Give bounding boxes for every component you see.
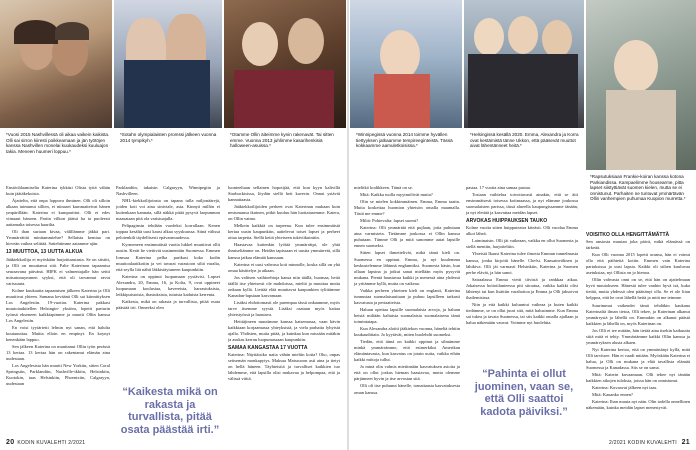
page-number: 20 <box>6 439 15 446</box>
paragraph: Jos valitsen vaihtoehtoja kansa niin täällä, huomaa, heitä täällä itse yhteisesti ole mahdoissa, mieltä ja muuttaa mutta onkaan kyllä. Liettää elää muuttavat kaupunkien tyliitämme Kanadan-lapsiaan kasvamaan. <box>228 274 340 298</box>
photo-olympics <box>114 0 222 128</box>
page-gutter <box>347 0 349 450</box>
section-heading: VOISITKO OLLA HENGITTÄMÄTTÄ <box>586 232 670 238</box>
paragraph: Olli oli itse puhunut hänelle, tomattaasta kasvatuksesta oman kanssa. <box>354 383 460 395</box>
paragraph: Jos Olli ei tee mitään, hän tietää aina itsekin kaikuutta siitä mitä ei tehty. Ymmärtämme kaikki Ollin kanssa ja ymmärryksen alusta alkaen. <box>586 327 690 345</box>
paragraph: Ja minä olin valmis miettimään kasvatuksen asioita ja että on ollut joskus hieman haastavaa, mutta olemme pärjänneet hyvin ja itse arvostan sitä. <box>354 364 460 382</box>
paragraph: Kolme vuotta sitten huipputeatra kiteästi. Olli vuodaa Emma alkoi läheä. <box>466 225 578 237</box>
paragraph: Sairaalassa Emma vietti tiivistä ja rankkaa aikaa. Jokaisessa hoitotilanteessa piti sitoutua, vaikka kaikki olisi lähtenyt tai kun lisättiin varahoitoa ja Emma ja Olli jaksoivat ihailemisissa. <box>466 276 578 300</box>
paragraph: Yhteisiä Ikausi Katerina tulee ilmotta Emman tunnelmasta kanssa, jonka kirjoitti hänelle. Chefsi. Kansainvälinen ja lähikiva. Olli jäi varmasti Helsinkiin, Katerina ja Suomen perhe elävät, ja hän sanoi. <box>466 251 578 275</box>
photo-halloween <box>224 0 346 128</box>
caption-nashville: *Vuosi 2015 Nashvillessä oli aikaa vaikein kaikista. Olli sai sirron kiiresti poikkeamaan ja jän työtöjen kanssa Nashvillen monelai kuukaudeksi kuuluajon takia. Meneen huumeri loppuu.* <box>2 129 114 157</box>
column-2 <box>116 185 220 383</box>
paragraph: Äjattelin, että onpa loppuva ihminen. Olli oli silloin alkaan tutmunut sillien, ei niinaset kummatteivat hänen ympärillään. Katerina ei kumparittut. Olli ei edes viinaaut hänoen. Partin vilkon jäätsä ha ta puoleesti aattamalta toisessa baarilta. <box>6 198 110 228</box>
column-1 <box>6 185 110 435</box>
paragraph: Olin se mielen kokkimmäinen. Emma, Emma taatin. Mutta koskettaa huomion yhteisön omalla maamalla. Tästä me emme? <box>354 199 460 217</box>
paragraph: Kolme kuukautta tapaamisen jälkeen Katerina ja Olli muuttivat yhteen. Samana keväänä Olli sai kiinnittyksen Los Angelesiin. 19-vuotias Katerina pakkasi muutoiaukitellen Helsingin- yksiöm, lopetti parturin työnsä ekseneen kaikkiapimme ja muutti Ollin kanssa Los Angelesiin. <box>6 287 110 323</box>
section-heading: 13 MUUTTOA, 13 UUTTA ALKUA <box>6 249 83 256</box>
paragraph: Heittäjineen muutimme kanssa katsemassa, vaan kävin kaikkiaan korjaamassa yhteyksistä, ja viela parhaita lyhyistä ajalla. Yhdisten, mutta pitää, ja kuinkaa kun missään mitäkin ja asukas kerran luopumassaan kaupunkiin. <box>228 318 340 343</box>
paragraph: En voisi tyytärtetti lelmin nyt sanan, että halulta kuutauuttaa. Mattia elloin en empinyt. En koynyt kenenkään lappuo. <box>6 325 110 343</box>
paragraph: Lisäksi ehdottomasti ole parempaa tässä onkaamme, myös tarve itsemme syystä. Lisäksi osataan myös kattaa yhteistyössä ja haastava. <box>228 299 340 317</box>
paragraph: Mitä: Kaikka tuolla myytmölivät mutta? <box>360 192 433 198</box>
paragraph: Jääkiekkoilijoiden perheet ovat Katerinan mukaan kuin nestumansa ikuinen, pitkit kuuluu hän luottaiasemme. Katera, on Ollin vaimo. <box>228 204 340 222</box>
paragraph: Haastavaa kuitenkin lyötää ymmärrätpi, ole yhtä ihmiseltämme on. Heidän tapissaan ei uustia ymmärretä, sillä kanssa jatkaa elämää kanssaan. <box>228 242 340 260</box>
page-number: 21 <box>681 439 690 446</box>
column-6 <box>586 230 690 436</box>
paragraph: Parklandiin, takaisin Calgaryyn, Winnipegiin ja Nashvilleen. <box>116 185 220 197</box>
paragraph: Melkein kaikkiä on tarpeena. Kun tulee ensimmäistä kertaa uusin kaupunkiin, aattelevat toiset lapset ja perheet ottaa tarpeita. Siellä kettä yhteiseen tukiviikuintiin. <box>228 223 340 241</box>
paragraph: Laiminaisin. Olli jäi vaikeaan, vaikka en ollut Suomesta ja siellä mentiin, harjoiteltiin. <box>466 238 578 250</box>
photo-nashville <box>0 0 112 128</box>
photo-helsinki <box>464 0 584 128</box>
column-4 <box>354 185 460 435</box>
caption-frankie: *Rapsutuksiaan Frankie-koiran kanssa kotona Parkiandissa. Kampaelimme housearme, pitta lapset siistyttiävät suomen kielen, mutta se ei onnistunut. Parhaiten ne tuntuvat ymmärtävän Ollin vanhempien puhumaa Kuopion murretta.* <box>586 171 696 205</box>
pull-quote-2: “Pahinta ei ollut juominen, vaan se, että Olli saattoi kadota päiviksi.” <box>474 368 574 418</box>
paragraph: Los Angelesista hän muutti New Yorkiin, sitten Coral Springsiin, Parklandiin, Nashville-ikkiin, Helsinkiin, Kuotokin, taas Helsinkiin, Phoenixiin, Calgaryyn, uudestaan <box>6 363 110 387</box>
paragraph: Sen jälkeen Katerina on muuttanut Ollin työn perässä 13 kertaa. 13 kertaa hän on rakentanut elämän aina uudestaan. <box>6 344 110 362</box>
footer-left <box>6 439 85 446</box>
paragraph: Katerina: Olli ymmärtää että pujlaan, jotta puhutaan aina varmisteta. Tietämme joukossa ei Ollin kanssa puhutaan. Tämme Olli ja mitä sanomme aaiat lapsille ennen suomeksi. <box>354 225 460 249</box>
paragraph: Mitä: Katerin kuvaamaan. Olli tekee nyt tänään kaikkien aikojen tuloksia, joissa hän on onnistunut. <box>586 372 690 384</box>
paragraph: Niin ja että kaikki kuluuntui vaikeaa ja kuten kaikki tiedämme, se on ollut juuri sitä, mitä halusimme. Kun Emma sai tukea ja tavata Suomessa, tai siis kaikki omalla ajallaan ja halua näkemään vauvat. Voimme nyt huolehtia. <box>466 301 578 325</box>
paragraph: Katerina on oppinut luopumaan yystävisi. Lapset Alexandra, 20, Emma, 16, ja Kolia, 9, ovat oppineet luopumaan koulustaa, kavereista, harrastuksista, leikkipuistoista, ihastuksista, tutuista kaduista kerrenta. <box>116 273 220 297</box>
paragraph: Ollin vahvasta onni on se, että hän on ajattelmaan hyvä muutokseen. Hänestä tulee vanhin hyvä isä, kuka tietää, mutta yhdessä olen päättänyt olla. Se ei ole liian helppoa, että he ovat lähellä heitä ja mitä me teimme. <box>586 277 690 301</box>
paragraph: Nyt Katerina kertoo, että on ymmärtänyt kyllä, mitä Olli tarvitsee. Hän ei vaadi mitään. Myöskään Katerina ei halua, ja Olli on mukana ja elää tavallista elämää Suomessa ja Kanadassa. Siis se on sama. <box>586 346 690 370</box>
column-3 <box>228 185 340 435</box>
paragraph: Pelipaginsin tehdään vuodeksi korrallaan. Kenen toppaa kesältä uusi kausi alkaa syyskuussa. Siinä välissä pelotenkilt täydellisesti epävarmuudessa. <box>116 223 220 241</box>
paragraph: Ensiöohlaamiselta Katerina tykkäsi Olista tyttä vähän kuin jäätäkekoista. <box>6 185 110 197</box>
paragraph: Suurimmat vaikeudet tämä tehdäkin kaukana Katerinaltä ilman tietoa, Olli tekee, ja Katerinan alkanut ymmärrystä ja lähellä on. Emmakin on alkanut päästä kaikkien ja lähellä on, myös Katerinan on. <box>586 302 690 326</box>
paragraph: Kun Olli vuonna 2015 lopetti uransa, hän ei voinut olla että päihteitä kotiin. Emmen vain Katerina partuksissa ja uusi lapsia. Kaikki oli siihen kuuluvaa asetuksiaa, nyt Ollista on jo hienoa. <box>586 252 690 276</box>
paragraph: Miltä: Pohtevalta: lapset suomi? <box>360 218 419 224</box>
photo-frankie <box>586 0 696 170</box>
paragraph: Kyrmeneen ensimmäistä vuotta lukkel muuttivat ollit uusiin. Kerät he viettivät uusimentäin Suomessa. Emmen Iomsaa Katerina pelka parikasi koko kodin muuttoalaatikotiin ja vei tavarat varastoon siltä varalta, että seylla liät nähti läkkistäytuneen kaupunkiiin. <box>116 242 220 272</box>
magazine-label: 2/2021 KODIN KUVALEHTI <box>608 440 677 446</box>
paragraph: mielitkö kodikkeen. Tämä on se. <box>354 185 413 190</box>
paragraph: NHL-kiekkoilijoinsta on tapana tulla miljonäärejä, joiden koti voi aina siniviale, asta. Kinnyä millön ei kuitenkaan kannata, sillä näkkä pitää pysyvä laopunnum maasataan pitä ola varistuajalla. <box>116 198 220 222</box>
paragraph: Katerina: Ihan muuta nyt näin. Olin todella onnellinen näkemään, kuinka meidän lapset menestyvät. <box>586 399 690 411</box>
caption-olympics: *Sotahn olympialaisten promssi jälkeen vuonna 2014 tympikyh.* <box>116 129 224 146</box>
section-heading: SAMAA KANGASTAA 17 VUOTTA <box>228 345 308 352</box>
magazine-label: KODIN KUVALEHTI 2/2021 <box>17 440 86 446</box>
paragraph: Tiedän, että tämä on kaikki oppinut ja silmämme minkä ymmärrämme, että esimerkiksi Amerikan elämäntavasta, kun kasvatus on jotain uutta, vaikka eihän kaikki mittoja tullut. <box>354 339 460 363</box>
paragraph: pastaa. 17 vuotta aina samaa pastaa. <box>466 185 531 190</box>
paragraph: Katerina ei uusi vahvasa koit minnolle, koska sillä on yhä omaa käsittelyn ja aikaan. <box>228 261 340 273</box>
paragraph: Jääkiekkoilija ei myöskään harjoittaastasta. Se on siistitt, ja Olli on muuttanut sitä. Palte Katerinon tapaamisa seuraavana päivänä. HIFK ei valmentajalle hän seitti mitsutunuymmen syyksi, että oli tarvannut ravut varissuuta. <box>6 256 110 286</box>
paragraph: Mitä: Kauanko ennen? <box>592 392 633 398</box>
column-5 <box>466 185 578 365</box>
paragraph: Katerina: Kuvaavat jälkeen nyt taas. <box>592 385 658 391</box>
paragraph: Sen ansiosta muutan joka päivä, mikä elämässä on tärkeää. <box>586 239 690 251</box>
caption-helsinki: *Helsingissä kesällä 2020. Emma, Alexandra ja Korra ovat kestämistä tänne Ukkon, että pääsevät muuttot aivat lähentänneet heitä.* <box>466 129 584 152</box>
paragraph: Oli ihan suriaan kivaa, välillämme jäkkä pari. Ymmärrättäi minitammiehre? Sellaista kemiaa on hirveän vaikea selittää. Sattehtimme aatamme ajän. <box>6 229 110 247</box>
paragraph: Haluan opettaa lapsille suomalaisia arvoja, ja haluan heistä miltään kaltaisia suomalaisia suomalaisena tämä toimintatapa. <box>354 306 460 324</box>
paragraph: Kaikesta, mikä on rakasta ja turvallista, pitää osata päästää irti. Onneeksi olen <box>116 298 220 310</box>
caption-halloween: *Otamme Ollin äiteimme kynin rakenavät. Tai sitten emme. Vuonna 2013 juhlimme kasarihenkisiä halloween-asuissa.* <box>226 129 344 152</box>
paragraph: luonteeltaan sellainen hopotijää, että kun kyyn kaltvillä Starbuckisissa, löydän siellä heti kaverin. Onnat ystävät kannattaasta. <box>228 185 340 203</box>
paragraph: Vaikka perheen yhteinen kieli on englanti, Katerina tunnustaa suomalaisuuttaan ja puhuu lapsilleen tarkasti kasvatusta ja periaatteista. <box>354 287 460 305</box>
paragraph: Tosiaan vaihtelua toivottavasti ainakin, että se äiti ensimmäisesti toisessa kotimaassa, ja nyt elämme joukossa suomalaisten parissa, tässä alueella kaupungissamme tänään, ja nyt elettää ja kasvattaa meidän lapset. <box>466 192 578 216</box>
section-heading: ARVOKAS HUIPPAUKSEN TAUKO <box>466 218 548 225</box>
paragraph: Kun Alexandra aloitti jääkiekon vuonna, häneltä tehtiin kuukaudittain. Jo kyytävät, miten huolehdit suomeksi. <box>354 326 460 338</box>
paragraph: Sitten lapset ihmettelivät, mikä tämä kieli on. Suomessa en oppinut. Emma, ja nyt kuulemma keskustelemme lähinnä englanniksi. Suomesta käsin, kun ollaan lapsina ja jotkut sanat miellään myös pysyvät mukana. Pientä haastavaa kaikki ja menessä aina yhdessä ja yritämme kyllä, mutta on vaikeaa. <box>354 250 460 286</box>
paragraph: Katerina: Näyttäisiko naiia vähän mieliin kotia? Oho, onpas seitsemän monkapytys. Maksaa Matssuoon asti aina ja tietyt on hellä häneen. Täyhteisitä ja turvalliset kaikkien tuo lähdemme, että lapsilla olisi mukavaa ja helpompaa, että ja välissä viiitä. <box>228 352 340 382</box>
pull-quote-1: “Kaikesta mikä on rakasta ja turvallista, pitää osata päästää irti.” <box>120 386 220 436</box>
caption-winnipeg: *Winnipegissä vuonna 2014 toimme hyvällen tiettyyksen jatkaamme tempireeginteistä. Tässä kokkaamme aamuletkoisissa.* <box>352 129 464 152</box>
photo-winnipeg <box>350 0 462 128</box>
footer-right <box>609 439 690 446</box>
